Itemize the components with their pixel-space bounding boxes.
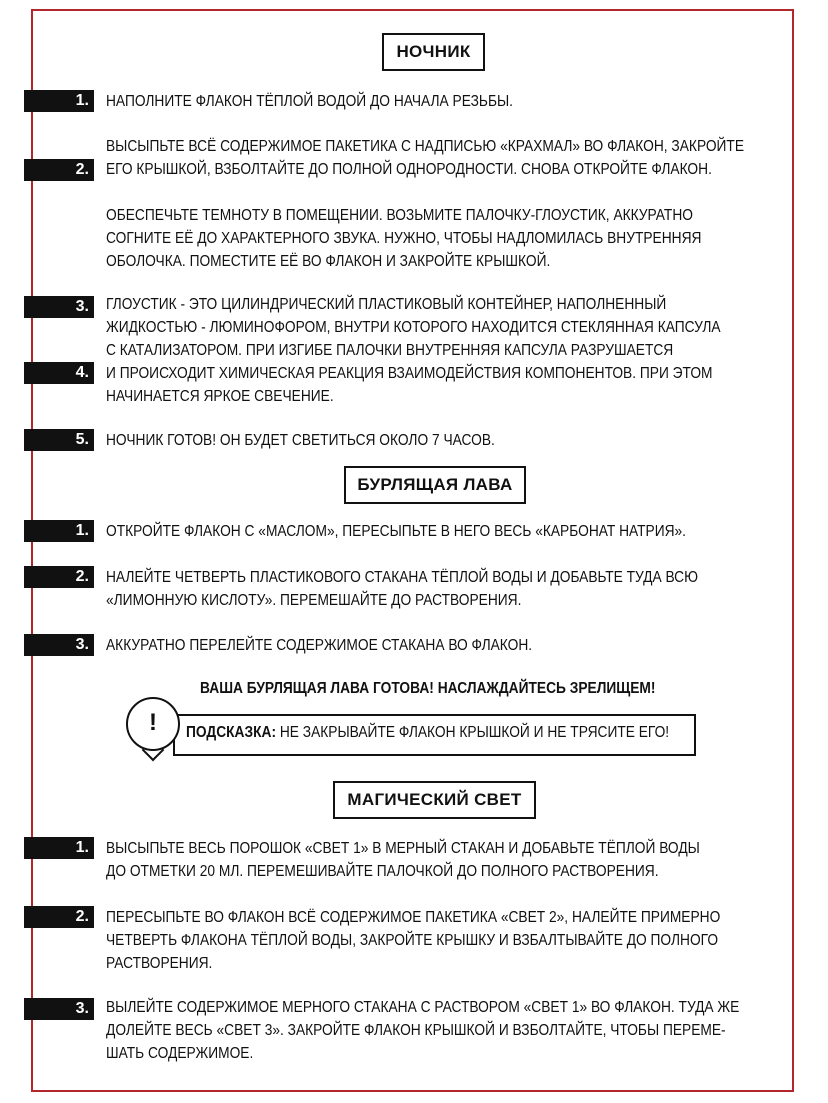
step-text: ОТКРОЙТЕ ФЛАКОН С «МАСЛОМ», ПЕРЕСЫПЬТЕ В НЕГО ВЕСЬ «КАРБОНАТ НАТРИЯ». [106,523,687,540]
step-text: АККУРАТНО ПЕРЕЛЕЙТЕ СОДЕРЖИМОЕ СТАКАНА ВО ФЛАКОН. [106,637,533,654]
step-text: НАЛЕЙТЕ ЧЕТВЕРТЬ ПЛАСТИКОВОГО СТАКАНА ТЁПЛОЙ ВОДЫ И ДОБАВЬТЕ ТУДА ВСЮ «ЛИМОННУЮ КИСЛОТУ». ПЕРЕМЕШАЙТЕ ДО РАСТВОРЕНИЯ. [106,569,699,609]
step-text: НАПОЛНИТЕ ФЛАКОН ТЁПЛОЙ ВОДОЙ ДО НАЧАЛА РЕЗЬБЫ. [106,93,513,110]
step-number-label: 1. [73,522,92,539]
step-text: ОБЕСПЕЧЬТЕ ТЕМНОТУ В ПОМЕЩЕНИИ. ВОЗЬМИТЕ ПАЛОЧКУ-ГЛОУСТИК, АККУРАТНО СОГНИТЕ ЕЁ ДО ХАРАКТЕРНОГО ЗВУКА. НУЖНО, ЧТОБЫ НАДЛОМИЛАСЬ ВНУТРЕННЯЯ ОБОЛОЧКА. ПОМЕСТИТЕ ЕЁ ВО ФЛАКОН И ЗАКРОЙТЕ КРЫШКОЙ. [106,207,702,270]
step-number [24,634,94,656]
lava-done-message: ВАША БУРЛЯЩАЯ ЛАВА ГОТОВА! НАСЛАЖДАЙТЕСЬ ЗРЕЛИЩЕМ! [200,680,656,697]
step-number-label: 3. [73,298,92,315]
step-text: ПЕРЕСЫПЬТЕ ВО ФЛАКОН ВСЁ СОДЕРЖИМОЕ ПАКЕТИКА «СВЕТ 2», НАЛЕЙТЕ ПРИМЕРНО ЧЕТВЕРТЬ ФЛАКОНА ТЁПЛОЙ ВОДЫ, ЗАКРОЙТЕ КРЫШКУ И ВЗБАЛТЫВАЙТЕ ДО ПОЛНОГО РАСТВОРЕНИЯ. [106,909,721,972]
step-number [24,90,94,112]
step-number [24,159,94,181]
step-text: ВЫСЫПЬТЕ ВСЁ СОДЕРЖИМОЕ ПАКЕТИКА С НАДПИСЬЮ «КРАХМАЛ» ВО ФЛАКОН, ЗАКРОЙТЕ ЕГО КРЫШКОЙ, ВЗБОЛТАЙТЕ ДО ПОЛНОЙ ОДНОРОДНОСТИ. СНОВА ОТКРОЙТЕ ФЛАКОН. [106,138,744,178]
step-number-label: 3. [73,636,92,653]
step-number-label: 3. [73,1000,92,1017]
step-text: ВЫСЫПЬТЕ ВЕСЬ ПОРОШОК «СВЕТ 1» В МЕРНЫЙ СТАКАН И ДОБАВЬТЕ ТЁПЛОЙ ВОДЫ ДО ОТМЕТКИ 20 МЛ. ПЕРЕМЕШИВАЙТЕ ПАЛОЧКОЙ ДО ПОЛНОГО РАСТВОРЕНИЯ. [106,840,700,880]
step-number-label: 1. [73,839,92,856]
step-text: НОЧНИК ГОТОВ! ОН БУДЕТ СВЕТИТЬСЯ ОКОЛО 7 ЧАСОВ. [106,432,495,449]
step-number-label: 2. [73,568,92,585]
tip-message: НЕ ЗАКРЫВАЙТЕ ФЛАКОН КРЫШКОЙ И НЕ ТРЯСИТЕ ЕГО! [276,724,670,741]
step-number [24,998,94,1020]
step-text: ВЫЛЕЙТЕ СОДЕРЖИМОЕ МЕРНОГО СТАКАНА С РАСТВОРОМ «СВЕТ 1» ВО ФЛАКОН. ТУДА ЖЕ ДОЛЕЙТЕ ВЕСЬ «СВЕТ 3». ЗАКРОЙТЕ ФЛАКОН КРЫШКОЙ И ВЗБОЛТАЙТЕ, ЧТОБЫ ПЕРЕМЕ- ШАТЬ СОДЕРЖИМОЕ. [106,999,740,1062]
tip-label: ПОДСКАЗКА: [186,724,277,741]
step-number-label: 2. [73,161,92,178]
step-number [24,837,94,859]
step-number [24,520,94,542]
step-number-label: 4. [73,364,92,381]
step-number [24,566,94,588]
section-title-lava: БУРЛЯЩАЯ ЛАВА [344,466,526,504]
step-number [24,429,94,451]
step-number [24,362,94,384]
step-number [24,296,94,318]
tip-text [186,724,669,742]
exclamation-icon: ! [126,697,180,751]
step-text: ГЛОУСТИК - ЭТО ЦИЛИНДРИЧЕСКИЙ ПЛАСТИКОВЫЙ КОНТЕЙНЕР, НАПОЛНЕННЫЙ ЖИДКОСТЬЮ - ЛЮМИНОФОРОМ, ВНУТРИ КОТОРОГО НАХОДИТСЯ СТЕКЛЯННАЯ КАПСУЛА С КАТАЛИЗАТОРОМ. ПРИ ИЗГИБЕ ПАЛОЧКИ ВНУТРЕННЯЯ КАПСУЛА РАЗРУШАЕТСЯ И ПРОИСХОДИТ ХИМИЧЕСКАЯ РЕАКЦИЯ ВЗАИМОДЕЙСТВИЯ КОМПОНЕНТОВ. ПРИ ЭТОМ НАЧИНАЕТСЯ ЯРКОЕ СВЕЧЕНИЕ. [106,296,721,405]
step-number-label: 2. [73,908,92,925]
step-number-label: 1. [73,92,92,109]
step-number-label: 5. [73,431,92,448]
section-title-night-light: НОЧНИК [382,33,485,71]
step-number [24,906,94,928]
section-title-magic-light: МАГИЧЕСКИЙ СВЕТ [333,781,536,819]
